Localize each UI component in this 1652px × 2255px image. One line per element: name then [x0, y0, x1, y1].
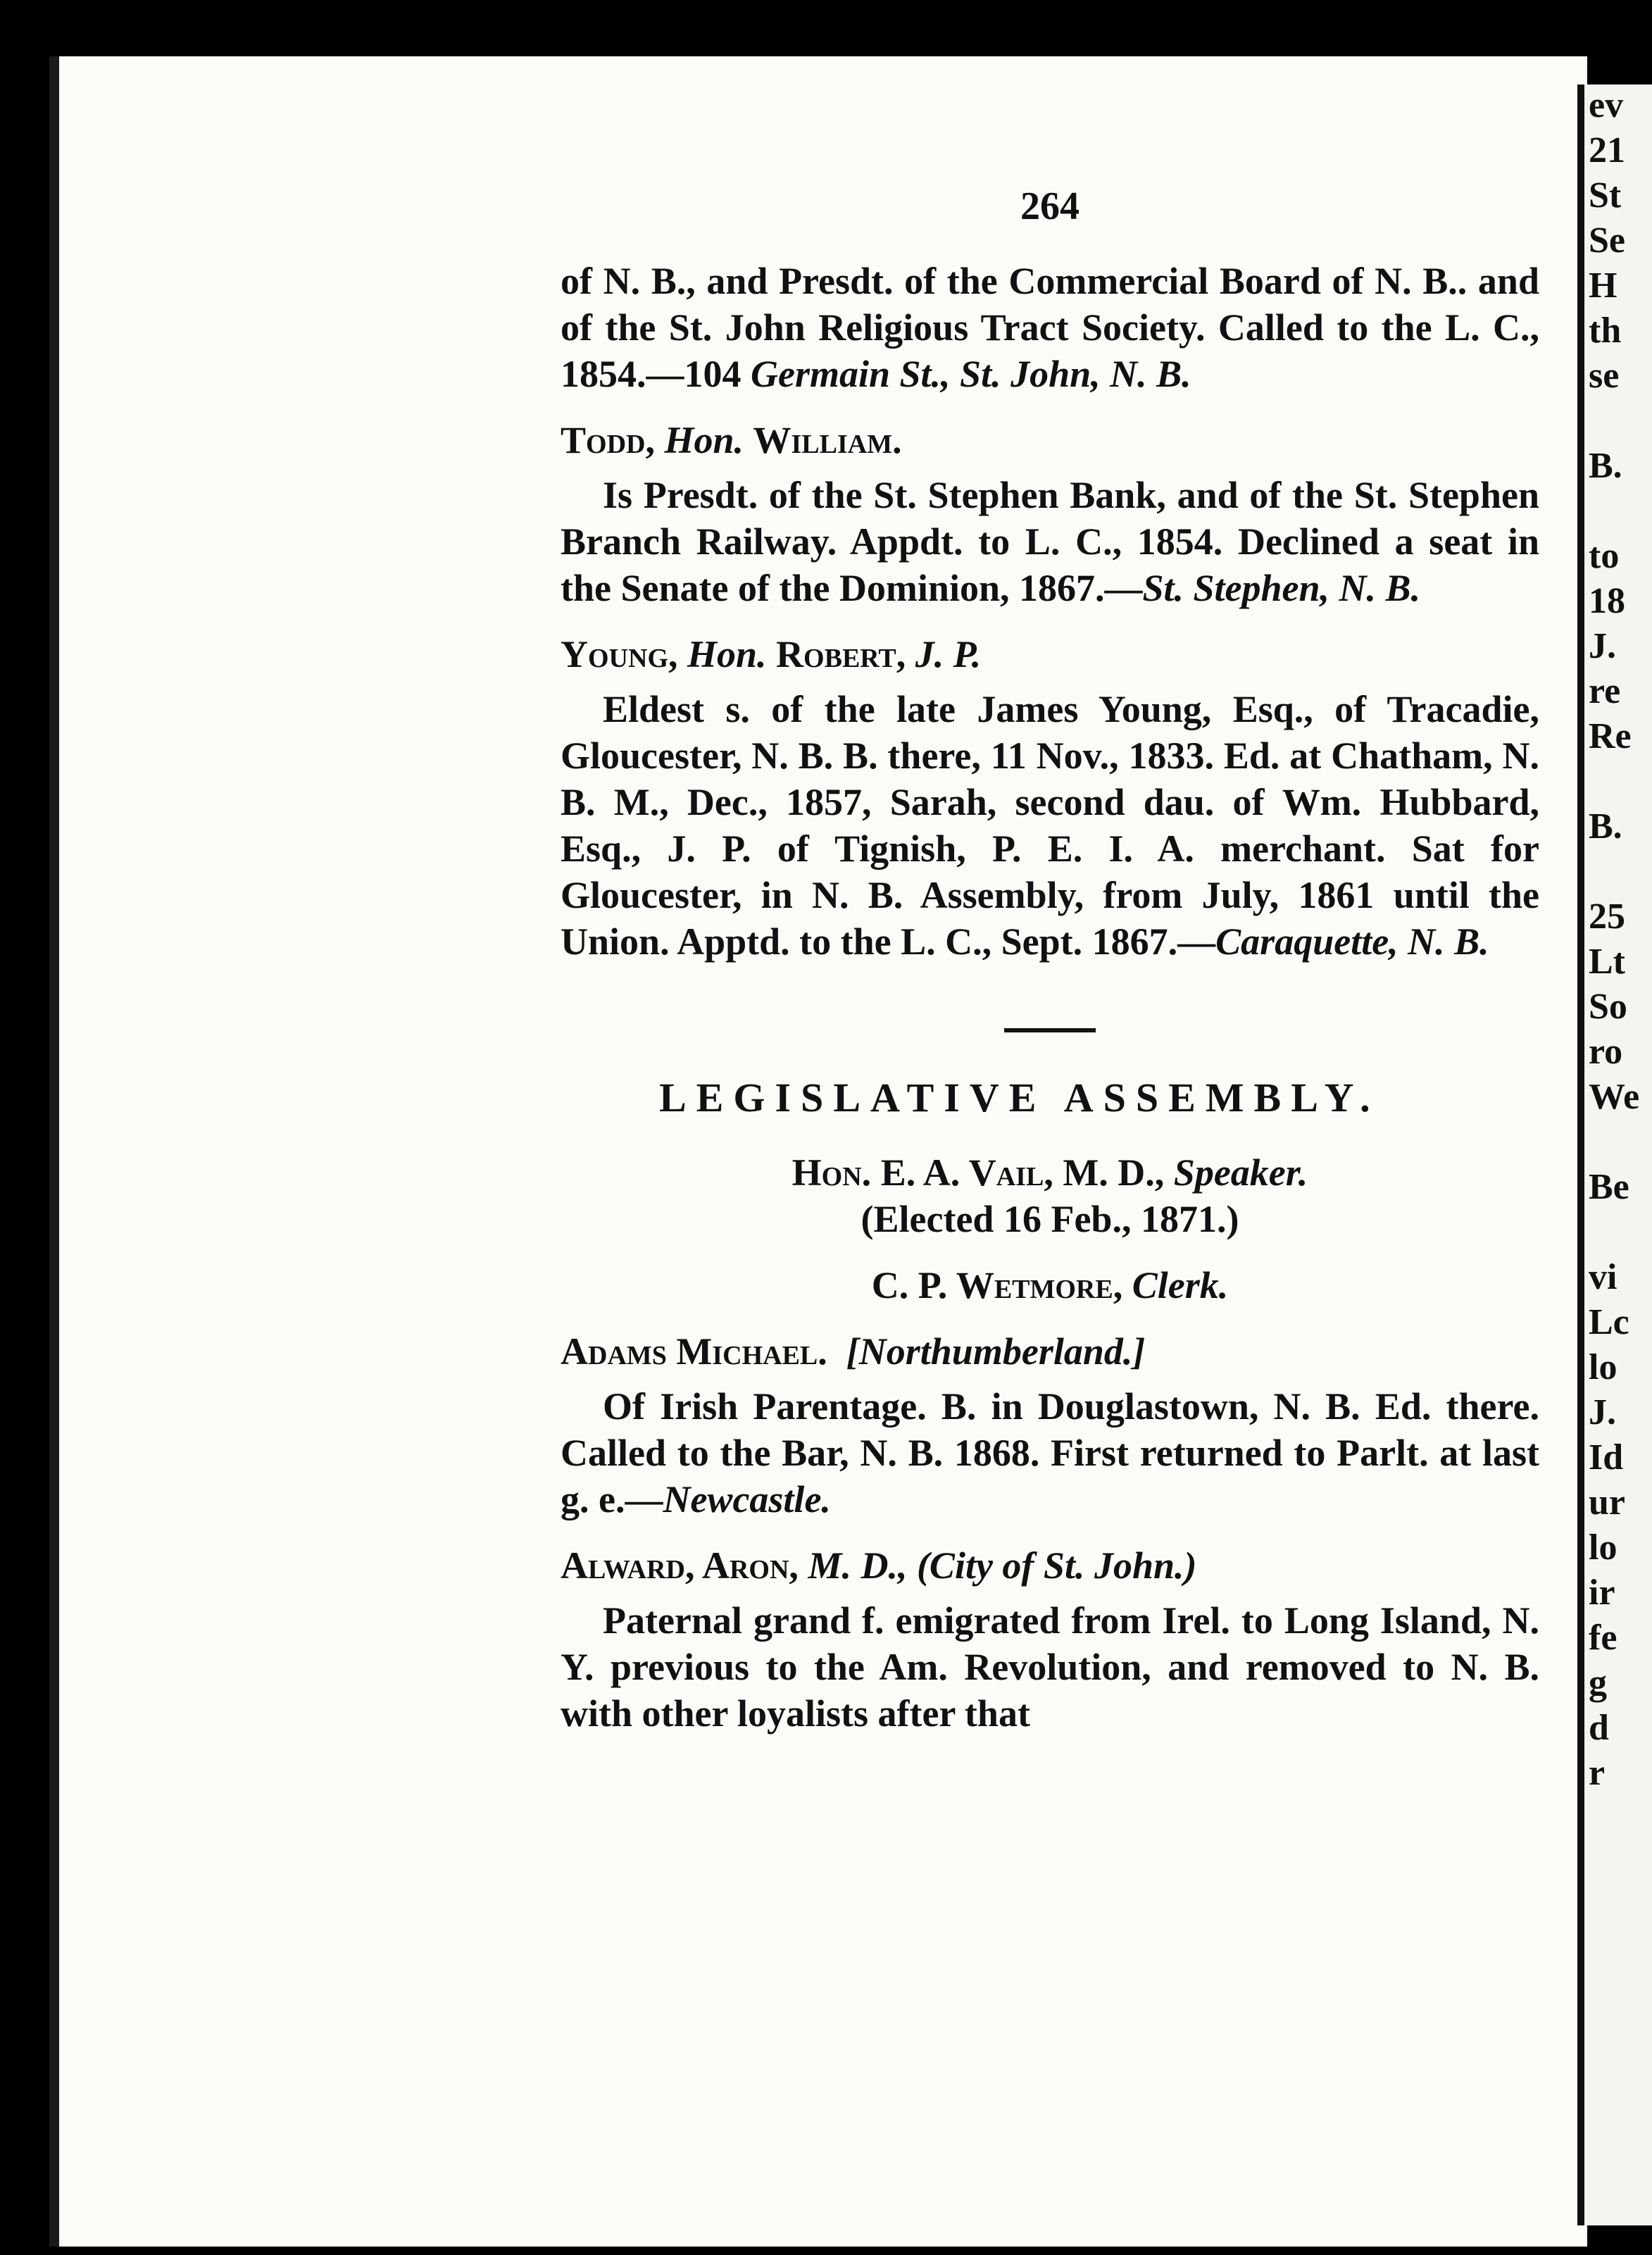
adjacent-page-fragment: B. [1589, 806, 1622, 847]
council-entry-bio [561, 472, 1539, 611]
adjacent-page-fragment: se [1589, 356, 1620, 396]
council-entry-heading: Young, Hon. Robert, J. P. [561, 633, 982, 675]
adjacent-page-fragment: 25 [1589, 897, 1625, 937]
section-title: LEGISLATIVE ASSEMBLY. [659, 1075, 1380, 1120]
entry-bio-text: Eldest s. of the late James Young, Esq., of Tracadie, Gloucester, N. B. B. there, 11 Nov., 1833. Ed. at Chatham, N. B. M., Dec., 1857, Sarah, second dau. of Wm. Hubbard, Esq., J. P. of Tignish, P. E. I. A. merchant. Sat for Gloucester, in N. B. Assembly, from July, 1861 until the Union. Apptd. to the L. C., Sept. 1867.— [561, 688, 1539, 963]
entry-address: St. Stephen, N. B. [1142, 567, 1421, 609]
entry-hon: Hon. [687, 633, 767, 675]
entry-extra: M. D., [808, 1544, 908, 1587]
assembly-entry-heading [561, 1542, 1539, 1589]
entry-bio-text: Paternal grand f. emigrated from Irel. to Long Island, N. Y. previous to the Am. Revolution, and removed to N. B. with other loyalists after that [561, 1599, 1539, 1735]
adjacent-page-fragment: 21 [1589, 130, 1625, 170]
adjacent-page-fragment: So [1589, 987, 1627, 1027]
section-divider-rule [1004, 1028, 1096, 1032]
adjacent-page-fragment: g [1589, 1663, 1607, 1703]
council-entry-heading: Todd, Hon. William. [561, 419, 902, 461]
adjacent-page-fragment: lo [1589, 1347, 1617, 1387]
adjacent-page-fragment: re [1589, 671, 1621, 711]
adjacent-page-fragment: th [1589, 311, 1622, 351]
assembly-entry-heading [561, 1328, 1539, 1375]
entry-surname: Adams Michael. [561, 1330, 827, 1373]
adjacent-page-fragment: ur [1589, 1482, 1625, 1523]
assembly-entry-bio [561, 1597, 1539, 1737]
adjacent-page-fragments [1584, 85, 1652, 1797]
page-content [561, 183, 1539, 1737]
entry-suffix: J. P. [915, 633, 982, 675]
adjacent-page-edge [1577, 85, 1652, 2225]
entry-constituency: (City of St. John.) [916, 1544, 1197, 1587]
adjacent-page-fragment [1584, 761, 1652, 806]
clerk-line [561, 1262, 1539, 1308]
entry-bio-text: Is Presdt. of the St. Stephen Bank, and of the St. Stephen Branch Railway. Appdt. to L. C., 1854. Declined a seat in the Senate of the Dominion, 1867.— [561, 474, 1539, 609]
adjacent-page-fragment [1584, 851, 1652, 896]
speaker-name: E. A. Vail, M. D., [880, 1151, 1165, 1194]
clerk-role: Clerk. [1132, 1264, 1229, 1306]
adjacent-page-fragment: 18 [1589, 581, 1625, 621]
adjacent-page-fragment: J. [1589, 626, 1616, 666]
adjacent-page-fragment: H [1589, 266, 1617, 306]
adjacent-page-fragment: J. [1589, 1392, 1616, 1432]
entry-address: Newcastle. [663, 1478, 831, 1520]
adjacent-page-fragment: ir [1589, 1573, 1615, 1613]
adjacent-page-fragment: vi [1589, 1257, 1617, 1297]
assembly-entry-bio [561, 1383, 1539, 1523]
adjacent-page-fragment: d [1589, 1708, 1609, 1748]
adjacent-page-fragment [1584, 1211, 1652, 1256]
adjacent-page-fragment [1584, 400, 1652, 445]
adjacent-page-fragment: Be [1589, 1167, 1629, 1207]
entry-surname: Young [561, 633, 668, 675]
entry-bio-text: Of Irish Parentage. B. in Douglastown, N. B. Ed. there. Called to the Bar, N. B. 1868. First returned to Parlt. at last g. e.— [561, 1385, 1539, 1520]
clerk-name: C. P. Wetmore, [871, 1264, 1123, 1306]
adjacent-page-fragment: St [1589, 175, 1622, 215]
continued-entry [561, 258, 1539, 397]
adjacent-page-fragment [1584, 490, 1652, 535]
entry-surname: Todd [561, 419, 646, 461]
council-entry-bio [561, 686, 1539, 965]
entry-given-name: Robert, [776, 633, 906, 675]
adjacent-page-fragment: Se [1589, 220, 1625, 261]
entry-surname: Alward, Aron, [561, 1544, 799, 1587]
adjacent-page-fragment: fe [1589, 1618, 1617, 1658]
entry-constituency: [Northumberland.] [846, 1330, 1146, 1373]
speaker-line [561, 1149, 1539, 1196]
adjacent-page-fragment: r [1589, 1753, 1606, 1793]
adjacent-page-fragment: We [1589, 1077, 1640, 1117]
entry-address: Caraquette, N. B. [1215, 920, 1489, 963]
adjacent-page-fragment: ev [1589, 85, 1624, 125]
speaker-prefix: Hon. [791, 1151, 872, 1194]
page-number: 264 [1020, 185, 1080, 228]
adjacent-page-fragment: Re [1589, 716, 1632, 756]
speaker-role: Speaker. [1173, 1151, 1308, 1194]
adjacent-page-fragment: to [1589, 536, 1620, 576]
adjacent-page-fragment [1584, 1121, 1652, 1166]
adjacent-page-fragment: ro [1589, 1032, 1623, 1072]
entry-hon: Hon. [664, 419, 744, 461]
adjacent-page-fragment: lo [1589, 1528, 1617, 1568]
adjacent-page-fragment: Lc [1589, 1302, 1629, 1342]
entry-given-name: William. [753, 419, 902, 461]
adjacent-page-fragment: B. [1589, 446, 1622, 486]
continued-entry-text: of N. B., and Presdt. of the Commercial Board of N. B.. and of the St. John Religious Tract Society. Called to the L. C., 1854.—104 [561, 260, 1539, 395]
adjacent-page-fragment: Id [1589, 1437, 1624, 1478]
adjacent-page-fragment: Lt [1589, 942, 1625, 982]
speaker-elected: (Elected 16 Feb., 1871.) [861, 1198, 1239, 1240]
continued-entry-address: Germain St., St. John, N. B. [751, 353, 1191, 395]
